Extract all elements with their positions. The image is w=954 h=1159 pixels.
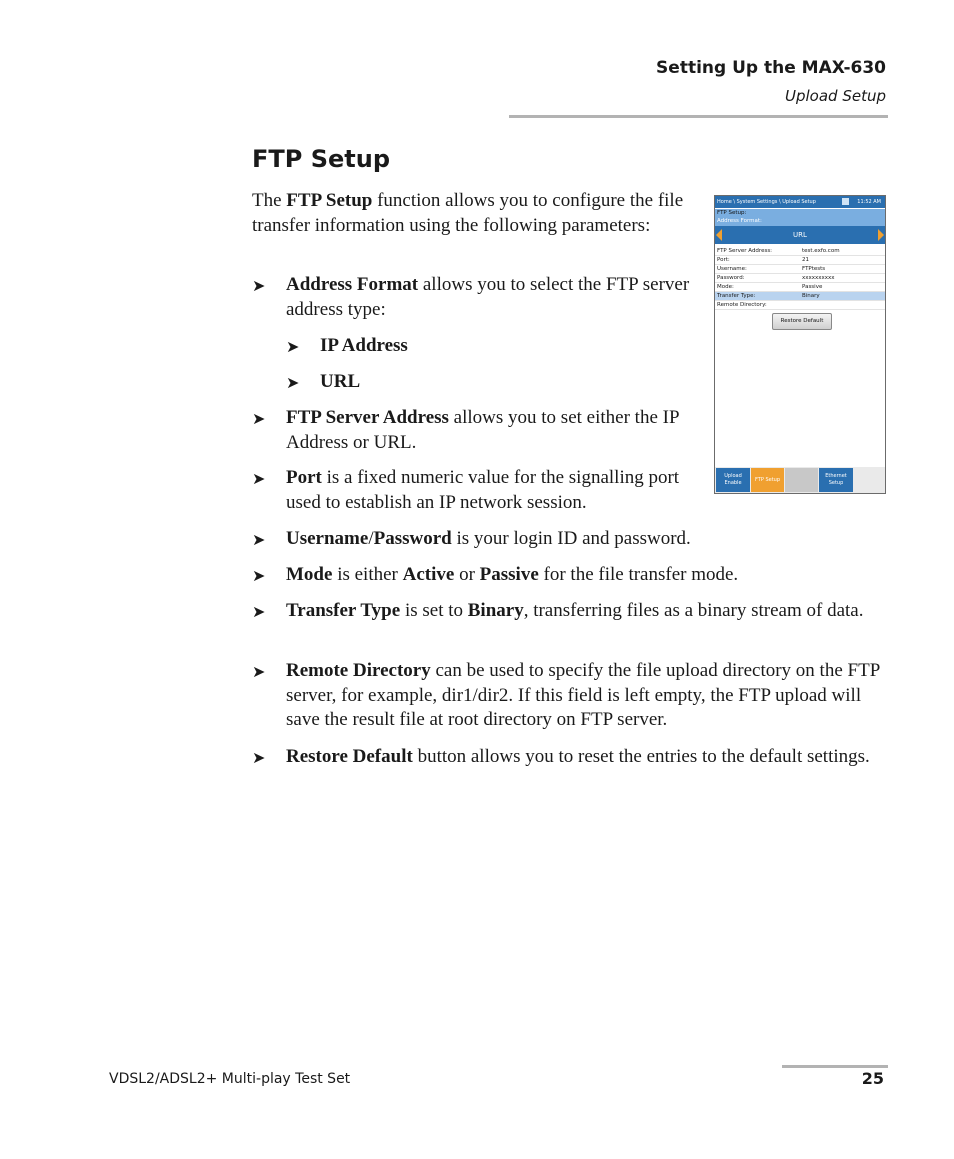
field-label: Username: [717, 266, 747, 272]
field-row[interactable] [715, 274, 885, 283]
field-value: 21 [802, 257, 809, 263]
page-number: 25 [861, 1069, 884, 1088]
field-row[interactable] [715, 247, 885, 256]
arrow-left-icon[interactable] [716, 229, 722, 241]
field-label: Password: [717, 275, 745, 281]
screenshot-breadcrumb: Home \ System Settings \ Upload Setup [717, 199, 816, 205]
tab-upload-enable[interactable]: Upload Enable [716, 468, 750, 492]
running-header-subtitle: Upload Setup [785, 87, 886, 105]
screenshot-address-format-label: Address Format: [715, 217, 885, 226]
bullet-icon: ➤ [252, 604, 266, 621]
item-address-format: Address Format allows you to select the FTP server address type: [286, 274, 690, 320]
bullet-icon: ➤ [252, 411, 266, 428]
item-remote-directory: Remote Directory can be used to specify the file upload directory on the FTP server, for example, dir1/dir2. If this field is left empty, the FTP upload will save the result file at root directory on FTP server. [286, 660, 880, 730]
tab-disabled[interactable] [785, 468, 818, 492]
subitem-url: URL [320, 371, 361, 392]
field-value: Binary [802, 293, 820, 299]
bullet-icon: ➤ [286, 339, 300, 356]
bullet-icon: ➤ [252, 471, 266, 488]
footer-rule [782, 1065, 888, 1068]
address-format-selector[interactable] [715, 226, 885, 244]
field-row[interactable] [715, 301, 885, 310]
field-label: Mode: [717, 284, 734, 290]
field-label: Transfer Type: [717, 293, 756, 299]
field-row[interactable] [715, 265, 885, 274]
header-rule [509, 115, 888, 118]
field-label: FTP Server Address: [717, 248, 773, 254]
bullet-icon: ➤ [252, 664, 266, 681]
bullet-icon: ➤ [286, 375, 300, 392]
intro-paragraph: The FTP Setup function allows you to configure the file transfer information using the following parameters: [252, 190, 684, 236]
bullet-icon: ➤ [252, 532, 266, 549]
screenshot-section-label: FTP Setup: [715, 209, 885, 217]
screenshot-tab-bar [715, 467, 885, 493]
address-format-value: URL [793, 231, 807, 239]
item-server-address: FTP Server Address allows you to set either the IP Address or URL. [286, 407, 679, 453]
bullet-icon: ➤ [252, 278, 266, 295]
field-row-selected[interactable] [715, 292, 885, 301]
restore-default-button[interactable]: Restore Default [772, 313, 832, 330]
field-value: Passive [802, 284, 823, 290]
field-row[interactable] [715, 256, 885, 265]
screenshot-clock: 11:52 AM [857, 199, 881, 205]
field-label: Remote Directory: [717, 302, 767, 308]
field-value: test.exfo.com [802, 248, 840, 254]
bullet-icon: ➤ [252, 750, 266, 767]
item-port: Port is a fixed numeric value for the signalling port used to establish an IP network session. [286, 467, 680, 513]
bullet-icon: ➤ [252, 568, 266, 585]
subitem-ip-address: IP Address [320, 335, 408, 356]
running-header-title: Setting Up the MAX-630 [656, 58, 886, 78]
field-value: FTPtests [802, 266, 826, 272]
item-username-password: Username/Password is your login ID and password. [286, 528, 691, 549]
tab-ethernet-setup[interactable]: Ethernet Setup [819, 468, 853, 492]
field-row[interactable] [715, 283, 885, 292]
arrow-right-icon[interactable] [878, 229, 884, 241]
network-icon [842, 198, 849, 205]
tab-ftp-setup[interactable]: FTP Setup [751, 468, 784, 492]
field-label: Port: [717, 257, 730, 263]
item-mode: Mode is either Active or Passive for the file transfer mode. [286, 564, 739, 585]
item-restore-default: Restore Default button allows you to reset the entries to the default settings. [286, 746, 870, 767]
footer-product-name: VDSL2/ADSL2+ Multi-play Test Set [109, 1071, 351, 1087]
ftp-setup-screenshot [714, 195, 886, 494]
item-transfer-type: Transfer Type is set to Binary, transferring files as a binary stream of data. [286, 600, 864, 621]
screenshot-titlebar [715, 196, 885, 208]
field-value: xxxxxxxxxx [802, 275, 835, 281]
section-title: FTP Setup [252, 145, 391, 173]
